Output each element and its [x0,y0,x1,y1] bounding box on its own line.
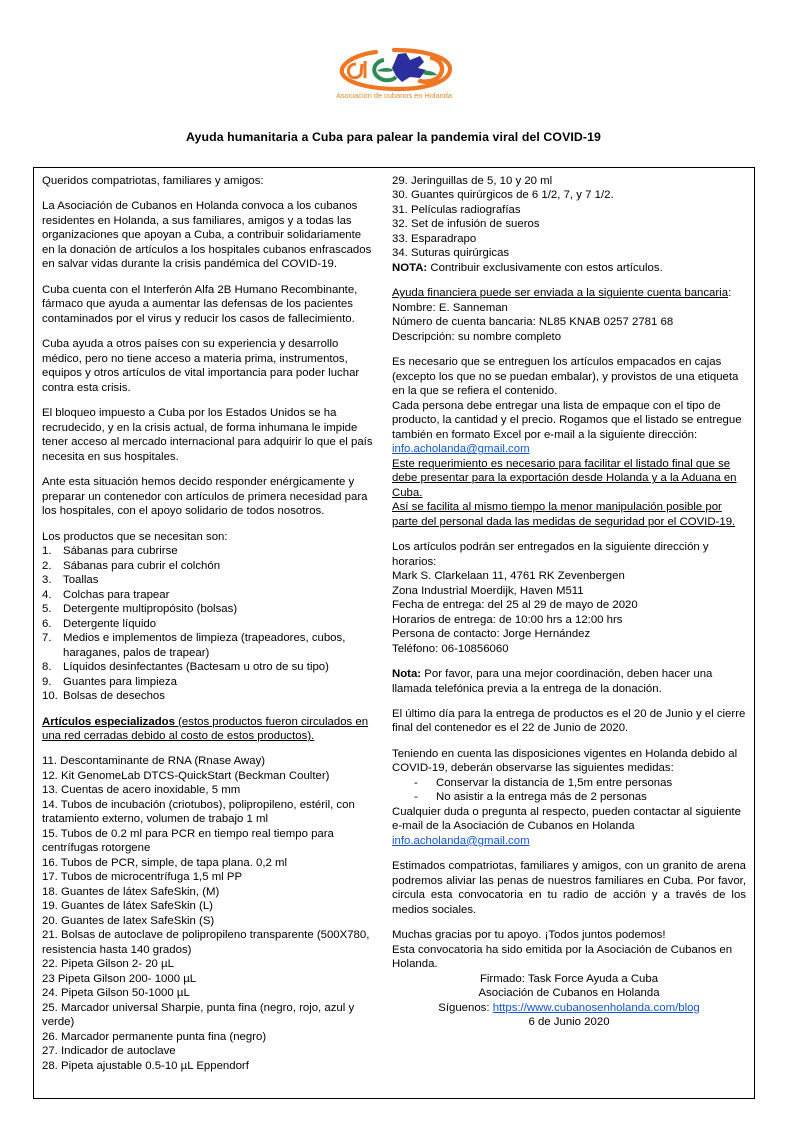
list-item [42,544,374,558]
asociacion-de-cubanos-en-holanda-logo [332,44,456,102]
delivery-details [392,569,746,656]
list-item: 28. Pipeta ajustable 0.5-10 µL Eppendorf [42,1059,249,1072]
list-item: 25. Marcador universal Sharpie, punta fina (negro, rojo, azul y verde) [42,1001,355,1029]
list-item-label: Sábanas para cubrirse [63,545,178,558]
deadline-paragraph: El último día para la entrega de productos es el 20 de Junio y el cierre final del contenedor es el 22 de Junio de 2020. [392,707,746,735]
special-articles-heading-rest: (estos productos fueron circulados en una red cerradas debido al costo de estos productos). [42,715,369,742]
dash-bullet: - [414,776,418,789]
bank-name-value: E. Sanneman [438,301,508,314]
bank-heading [392,286,746,300]
signed-org-line: Asociación de Cubanos en Holanda [478,987,660,1000]
list-item: 18. Guantes de látex SafeSkin, (M) [42,885,220,898]
paragraph-contenedor: Ante esta situación hemos decido responder enérgicamente y preparar un contenedor con artículos de primera necesidad para los hospitales, con el apoyo solidario de todos nosotros. [42,476,368,518]
right-column [382,168,754,1098]
list-item [42,602,374,616]
left-column [34,168,382,1098]
bank-details [392,301,746,344]
bank-heading-colon: : [728,287,732,300]
bank-heading-text: Ayuda financiera puede ser enviada a la siguiente cuenta bancaria [392,287,729,300]
list-item [42,559,374,573]
page-title: Ayuda humanitaria a Cuba para palear la pandemia viral del COVID-19 [186,130,601,144]
list-item: 26. Marcador permanente punta fina (negro) [42,1030,267,1043]
list-item-label: Guantes para limpieza [63,675,177,688]
list-item-number: 1. [42,545,52,558]
nota-text: Contribuir exclusivamente con estos artículos. [427,261,663,274]
list-item-number: 3. [42,574,52,587]
list-item: 17. Tubos de microcentrífuga 1,5 ml PP [42,871,243,884]
nota-coordinacion [392,667,746,696]
delivery-address-line: Mark S. Clarkelaan 11, 4761 RK Zevenbergen [392,570,625,583]
list-item: 20. Guantes de latex SafeSkin (S) [42,914,215,927]
paragraph-bloqueo: El bloqueo impuesto a Cuba por los Estados Unidos se ha recrudecido, y en la crisis actual, de forma inhumana le impide tener acceso al mercado internacional para adquirir lo que el país necesita en sus hospitales. [42,407,373,463]
nota2-text: Por favor, para una mejor coordinación, deben hacer una llamada telefónica previa a la entrega de la donación. [392,668,713,695]
list-item [42,675,374,689]
list-item: 15. Tubos de 0.2 ml para PCR en tiempo real tiempo para centrífugas rotorgene [42,827,334,855]
list-item-label: No asistir a la entrega más de 2 personas [436,791,647,804]
list-item: 23 Pipeta Gilson 200- 1000 µL [42,972,197,985]
contact-paragraph: Cualquier duda o pregunta al respecto, pueden contactar al siguiente e-mail de la Asociación de Cubanos en Holanda [392,805,741,833]
list-item: 21. Bolsas de autoclave de polipropileno transparente (500X780, resistencia hasta 140 grados) [42,929,370,956]
list-item-number: 9. [42,675,52,688]
packing-list-paragraph [392,399,746,457]
products-intro: Los productos que se necesitan son: [42,530,228,543]
measures-list [392,776,746,805]
list-item [42,660,374,674]
packing-list-text: Cada persona debe entregar una lista de empaque con el tipo de producto, la cantidad y el precio. Rogamos que el listado se entregue también en formato Excel por e-mail a la siguiente dirección: [392,399,742,441]
blog-link[interactable]: https://www.cubanosenholanda.com/blog [492,1001,700,1014]
list-item-number: 4. [42,588,52,601]
list-item: 32. Set de infusión de sueros [392,218,540,231]
list-item: 14. Tubos de incubación (criotubos), polipropileno, estéril, con tratamiento externo, volumen de trabajo 1 ml [42,798,355,826]
list-item-label: Detergente líquido [63,617,157,630]
list-item-number: 5. [42,603,52,616]
list-item: 31. Películas radiografías [392,203,521,216]
handling-paragraph: Así se facilita al mismo tiempo la menor manipulación posible por parte del personal dada las medidas de seguridad por el COVID-19. [392,501,736,528]
special-articles-list [42,754,374,1073]
bank-account-row [392,315,746,329]
logo-caption: Asociación de cubanos en Holanda [335,91,452,100]
list-item: 12. Kit GenomeLab DTCS-QuickStart (Beckman Coulter) [42,769,330,782]
list-item-label: Detergente multipropósito (bolsas) [63,603,238,616]
bank-name-row [392,301,746,315]
document-date: 6 de Junio 2020 [528,1016,610,1029]
list-item: 11. Descontaminante de RNA (Rnase Away) [42,755,266,768]
list-item-number: 6. [42,617,52,630]
bank-description-label: Descripción: [392,330,458,343]
list-item [42,573,374,587]
special-articles-heading-bold: Artículos especializados [42,715,175,728]
list-item-label: Toallas [63,574,99,587]
list-item [42,617,374,631]
list-item: 29. Jeringuillas de 5, 10 y 20 ml [392,175,553,187]
list-item-label: Bolsas de desechos [63,690,165,703]
bank-account-label: Número de cuenta bancaria: [392,316,539,329]
list-item [42,631,374,660]
list-item [392,776,746,790]
delivery-phone-line: Teléfono: 06-10856060 [392,642,509,655]
measures-intro: Teniendo en cuenta las disposiciones vigentes en Holanda debido al COVID-19, deberán observarse las siguientes medidas: [392,747,738,775]
greeting-text: Queridos compatriotas, familiares y amigos: [42,175,264,187]
closing-paragraph: Estimados compatriotas, familiares y amigos, con un granito de arena podremos aliviar las penas de nuestros familiares en Cuba. Por favor, circula esta convocatoria en tu radio de acción y a través de los medios sociales. [392,860,746,916]
paragraph-intro: La Asociación de Cubanos en Holanda convoca a los cubanos residentes en Holanda, a sus familiares, amigos y a todas las organizaciones que apoyan a Cuba, a contribuir solidariamente en la donación de artículos a los hospitales cubanos enfrascados en salvar vidas durante la crisis pandémica del COVID-19. [42,200,372,271]
follow-us-line [392,1001,746,1015]
email-link-acholanda[interactable]: info.acholanda@gmail.com [392,443,530,456]
products-list [42,544,374,703]
logo-container [0,0,787,102]
list-item: 16. Tubos de PCR, simple, de tapa plana. 0,2 ml [42,856,288,869]
list-item-label: Líquidos desinfectantes (Bactesam u otro de su tipo) [63,661,329,674]
paragraph-cuba-ayuda: Cuba ayuda a otros países con su experiencia y desarrollo médico, pero no tiene acceso a materia prima, instrumentos, equipos y otros artículos de vital importancia para poder luchar contra esta crisis. [42,338,360,394]
list-item-number: 7. [42,632,52,645]
contact-email-line [392,834,746,848]
email-link-acholanda-2[interactable]: info.acholanda@gmail.com [392,834,530,847]
list-item-number: 8. [42,661,52,674]
nota-articulos [392,261,746,275]
packing-paragraph: Es necesario que se entreguen los artículos empacados en cajas (excepto los que no se puedan embalar), y provistos de una etiqueta en la que se refiera el contenido. [392,356,739,398]
dash-bullet: - [414,791,418,804]
list-item-label: Conservar la distancia de 1,5m entre personas [436,776,673,789]
list-item [392,790,746,804]
list-item [42,689,374,703]
thanks-line-1: Muchas gracias por tu apoyo. ¡Todos juntos podemos! [392,929,666,942]
signature-block [392,972,746,1030]
bank-description-row [392,330,746,344]
nota2-label: Nota: [392,668,422,681]
list-item-label: Sábanas para cubrir el colchón [63,559,221,572]
list-item-label: Colchas para trapear [63,588,170,601]
export-requirement-paragraph: Este requerimiento es necesario para facilitar el listado final que se debe presentar para la exportación desde Holanda y a la Aduana en Cuba. [392,457,737,499]
list-item: 13. Cuentas de acero inoxidable, 5 mm [42,784,241,797]
special-articles-list-continued [392,174,746,261]
paragraph-interferon: Cuba cuenta con el Interferón Alfa 2B Humano Recombinante, fármaco que ayuda a aumentar las defensas de los pacientes contaminados por el virus y reducir los casos de fallecimiento. [42,283,358,325]
list-item-number: 2. [42,559,52,572]
bank-account-value: NL85 KNAB 0257 2781 68 [538,316,674,329]
list-item: 34. Suturas quirúrgicas [392,247,510,260]
list-item: 30. Guantes quirúrgicos de 6 1/2, 7, y 7 1/2. [392,189,614,202]
list-item-number: 10. [42,690,58,703]
list-item: 24. Pipeta Gilson 50-1000 µL [42,987,190,1000]
delivery-intro: Los artículos podrán ser entregados en la siguiente dirección y horarios: [392,541,709,568]
content-frame [33,167,755,1099]
bank-name-label: Nombre: [392,301,439,314]
delivery-zone-line: Zona Industrial Moerdijk, Haven M511 [392,584,584,597]
nota-label: NOTA: [392,261,428,274]
list-item: 19. Guantes de látex SafeSkin (L) [42,900,213,913]
thanks-line-2: Esta convocatoria ha sido emitida por la Asociación de Cubanos en Holanda. [392,943,733,971]
thanks-block [392,928,746,971]
delivery-contact-line: Persona de contacto: Jorge Hernández [392,628,591,641]
list-item: 22. Pipeta Gilson 2- 20 µL [42,958,174,971]
list-item [42,588,374,602]
list-item: 33. Esparadrapo [392,232,477,245]
list-item-label: Medios e implementos de limpieza (trapeadores, cubos, haraganes, palos de trapear) [63,632,346,659]
special-articles-heading [42,715,374,744]
bank-description-value: su nombre completo [457,330,562,343]
follow-us-label: Síguenos: [438,1001,493,1014]
list-item: 27. Indicador de autoclave [42,1045,176,1058]
signed-by-line: Firmado: Task Force Ayuda a Cuba [479,972,659,985]
delivery-hours-line: Horarios de entrega: de 10:00 hrs a 12:00 hrs [392,613,623,626]
delivery-date-line: Fecha de entrega: del 25 al 29 de mayo de 2020 [392,599,638,612]
